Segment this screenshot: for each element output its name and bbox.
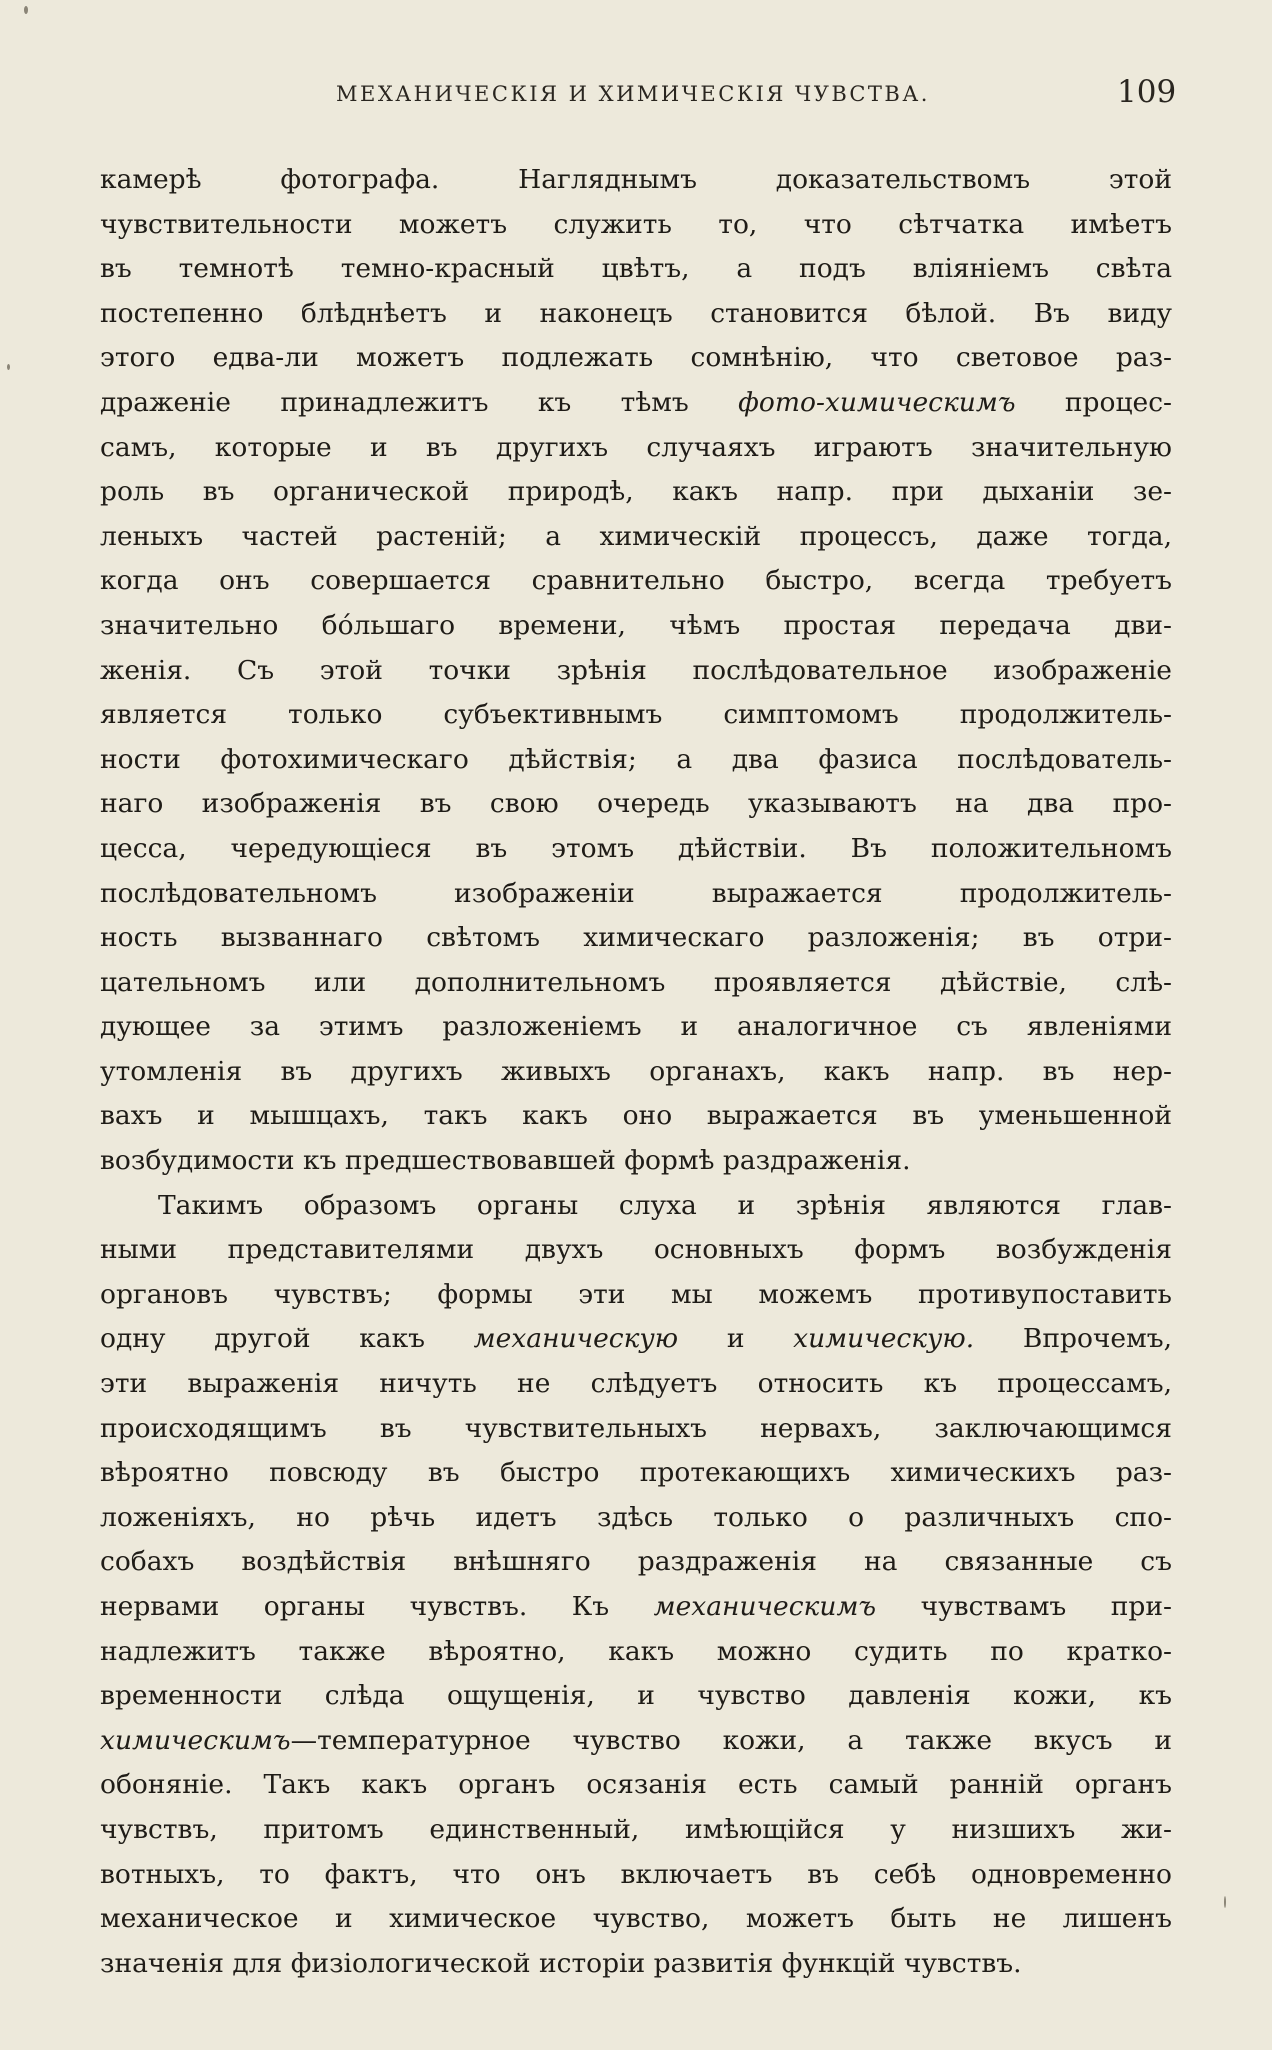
text-line: самъ, которые и въ другихъ случаяхъ играютъ значительную	[100, 431, 1172, 463]
text-line: утомленія въ другихъ живыхъ органахъ, какъ напр. въ нер-	[100, 1055, 1172, 1087]
text-line: значенія для физіологической исторіи развитія функцій чувствъ.	[100, 1947, 1022, 1979]
text-line: собахъ воздѣйствія внѣшняго раздраженія на связанные съ	[100, 1546, 1172, 1578]
running-head: МЕХАНИЧЕСКІЯ И ХИМИЧЕСКІЯ ЧУВСТВА.	[336, 82, 930, 106]
scan-speck	[1224, 1896, 1226, 1908]
text-segment: чувствамъ при-	[920, 1591, 1172, 1622]
text-line: постепенно блѣднѣетъ и наконецъ становится бѣлой. Въ виду	[100, 297, 1172, 329]
italic-term: химическимъ	[100, 1724, 291, 1756]
text-line: возбудимости къ предшествовавшей формѣ раздраженія.	[100, 1145, 911, 1177]
text-line: вахъ и мышцахъ, такъ какъ оно выражается въ уменьшенной	[100, 1100, 1172, 1132]
page-number: 109	[1117, 74, 1177, 110]
text-line: органовъ чувствъ; формы эти мы можемъ противупоставить	[100, 1278, 1172, 1310]
text-line: ность вызваннаго свѣтомъ химическаго разложенія; въ отри-	[100, 922, 1172, 954]
text-segment: одну другой какъ	[100, 1323, 425, 1355]
text-line: вѣроятно повсюду въ быстро протекающихъ химическихъ раз-	[100, 1457, 1172, 1489]
text-line: ности фотохимическаго дѣйствія; а два фазиса послѣдователь-	[100, 743, 1172, 775]
text-line: эти выраженія ничуть не слѣдуетъ относить къ процессамъ,	[100, 1368, 1172, 1400]
text-line: цесса, чередующіеся въ этомъ дѣйствіи. Въ положительномъ	[100, 832, 1172, 864]
text-segment: Впрочемъ,	[1022, 1323, 1172, 1355]
text-line	[100, 1585, 1172, 1630]
text-line	[100, 1719, 1172, 1764]
text-segment: и	[726, 1323, 745, 1355]
text-line: чувствъ, притомъ единственный, имѣющійся у низшихъ жи-	[100, 1813, 1172, 1845]
text-line: ложеніяхъ, но рѣчь идетъ здѣсь только о различныхъ спо-	[100, 1501, 1172, 1533]
text-line: роль въ органической природѣ, какъ напр. при дыханіи зе-	[100, 476, 1172, 508]
italic-term: механическую	[473, 1323, 679, 1355]
text-line: цательномъ или дополнительномъ проявляется дѣйствіе, слѣ-	[100, 966, 1172, 998]
text-line: чувствительности можетъ служить то, что сѣтчатка имѣетъ	[100, 208, 1172, 240]
italic-term: химическую.	[793, 1323, 975, 1355]
text-line: обоняніе. Такъ какъ органъ осязанія есть самый ранній органъ	[100, 1769, 1172, 1801]
text-line: происходящимъ въ чувствительныхъ нервахъ, заключающимся	[100, 1412, 1172, 1444]
text-line: надлежитъ также вѣроятно, какъ можно судить по кратко-	[100, 1635, 1172, 1667]
text-segment: процес-	[1064, 386, 1172, 418]
text-line: дующее за этимъ разложеніемъ и аналогичное съ явленіями	[100, 1011, 1172, 1043]
text-line: въ темнотѣ темно-красный цвѣтъ, а подъ вліяніемъ свѣта	[100, 253, 1172, 285]
text-line	[100, 381, 1172, 426]
scan-speck	[24, 6, 28, 14]
text-line: ными представителями двухъ основныхъ формъ возбужденія	[100, 1234, 1172, 1266]
text-segment: драженіе принадлежитъ къ тѣмъ	[100, 386, 689, 418]
text-line: наго изображенія въ свою очередь указываютъ на два про-	[100, 788, 1172, 820]
text-segment: —температурное чувство кожи, а также вкусъ и	[290, 1724, 1172, 1756]
text-line: камерѣ фотографа. Нагляднымъ доказательствомъ этой	[100, 164, 1172, 195]
body-text	[100, 158, 1172, 1986]
scan-speck	[7, 364, 10, 370]
text-line: леныхъ частей растеній; а химическій процессъ, даже тогда,	[100, 520, 1172, 552]
text-line: этого едва-ли можетъ подлежать сомнѣнію, что световое раз-	[100, 342, 1172, 374]
text-line: вотныхъ, то фактъ, что онъ включаетъ въ себѣ одновременно	[100, 1858, 1172, 1890]
text-line: Такимъ образомъ органы слуха и зрѣнія являются глав-	[158, 1189, 1172, 1221]
text-line	[100, 1317, 1172, 1362]
text-line: временности слѣда ощущенія, и чувство давленія кожи, къ	[100, 1680, 1172, 1712]
italic-term: фото-химическимъ	[738, 386, 1016, 418]
text-line: является только субъективнымъ симптомомъ продолжитель-	[100, 699, 1172, 731]
italic-term: механическимъ	[653, 1591, 877, 1622]
text-line: механическое и химическое чувство, можетъ быть не лишенъ	[100, 1903, 1172, 1935]
text-line: послѣдовательномъ изображеніи выражается продолжитель-	[100, 877, 1172, 909]
text-line: женія. Съ этой точки зрѣнія послѣдовательное изображеніе	[100, 654, 1172, 686]
text-line: когда онъ совершается сравнительно быстро, всегда требуетъ	[100, 565, 1172, 597]
text-segment: нервами органы чувствъ. Къ	[100, 1591, 610, 1622]
text-line: значительно бóльшаго времени, чѣмъ простая передача дви-	[100, 609, 1172, 641]
